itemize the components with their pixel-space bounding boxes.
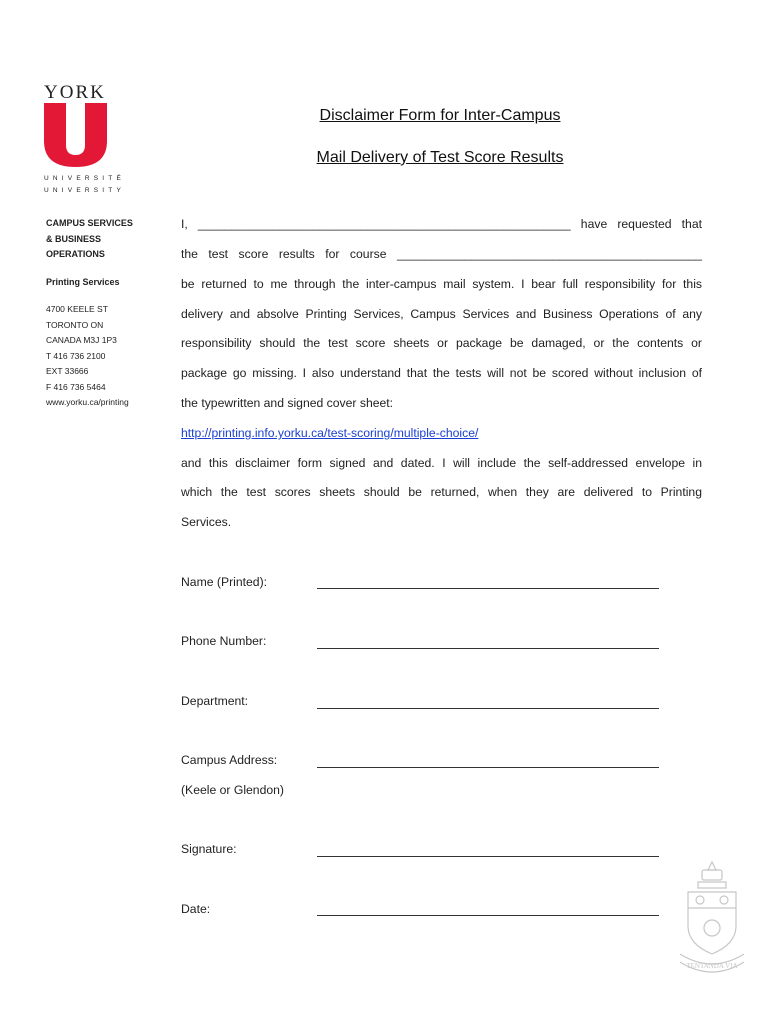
york-logo xyxy=(44,82,126,196)
body-line: responsibility should the test score sheets or package be damaged, or the contents or xyxy=(181,336,702,350)
phone-label: Phone Number: xyxy=(181,634,267,648)
date-field[interactable] xyxy=(317,914,659,916)
body-line: delivery and absolve Printing Services, Campus Services and Business Operations of any xyxy=(181,307,702,321)
address-web: www.yorku.ca/printing xyxy=(46,397,129,407)
dept-line2: & BUSINESS xyxy=(46,233,102,244)
logo-u-mark xyxy=(44,103,110,172)
test-scoring-link[interactable]: http://printing.info.yorku.ca/test-scoring/multiple-choice/ xyxy=(181,426,479,440)
logo-universite: UNIVERSITÉ xyxy=(44,175,126,182)
phone-field[interactable] xyxy=(317,647,659,649)
university-crest-icon xyxy=(674,858,750,978)
body-line: be returned to me through the inter-campus mail system. I bear full responsibility for this xyxy=(181,277,702,291)
department-label: Department: xyxy=(181,694,249,708)
address-phone: T 416 736 2100 xyxy=(46,350,106,361)
logo-university: UNIVERSITY xyxy=(44,187,126,194)
dept-line3: OPERATIONS xyxy=(46,249,105,259)
crest-motto: TENTANDA VIA xyxy=(686,962,738,970)
signature-field[interactable] xyxy=(317,855,659,857)
address-fax: F 416 736 5464 xyxy=(46,381,106,392)
logo-york-text: YORK xyxy=(44,82,106,103)
body-line: I, _______________________________________________________ have requested that xyxy=(181,217,702,231)
body-line: the typewritten and signed cover sheet: xyxy=(181,396,394,410)
body-line: and this disclaimer form signed and dated. I will include the self-addressed envelope in xyxy=(181,456,702,470)
date-label: Date: xyxy=(181,902,211,916)
signature-label: Signature: xyxy=(181,842,237,856)
unit-name: Printing Services xyxy=(46,276,120,287)
dept-line1: CAMPUS SERVICES xyxy=(46,218,133,228)
department-field[interactable] xyxy=(317,707,659,709)
address-street: 4700 KEELE ST xyxy=(46,304,108,314)
body-line: which the test scores sheets should be returned, when they are delivered to Printing xyxy=(181,485,702,499)
sidebar-contact xyxy=(46,216,166,411)
address-ext: EXT 33666 xyxy=(46,366,89,376)
address-city: TORONTO ON xyxy=(46,319,104,330)
body-line: package go missing. I also understand that the tests will not be scored without inclusion of xyxy=(181,366,702,380)
address-country: CANADA M3J 1P3 xyxy=(46,335,117,345)
name-field[interactable] xyxy=(317,587,659,589)
form-title-line2: Mail Delivery of Test Score Results xyxy=(316,149,564,166)
campus-address-field[interactable] xyxy=(317,766,659,768)
form-title-line1: Disclaimer Form for Inter-Campus xyxy=(319,107,561,124)
campus-note: (Keele or Glendon) xyxy=(181,783,284,797)
body-line: the test score results for course _____________________________________________ xyxy=(181,247,702,261)
name-label: Name (Printed): xyxy=(181,575,268,589)
body-line: Services. xyxy=(181,515,232,529)
campus-address-label: Campus Address: xyxy=(181,753,278,767)
